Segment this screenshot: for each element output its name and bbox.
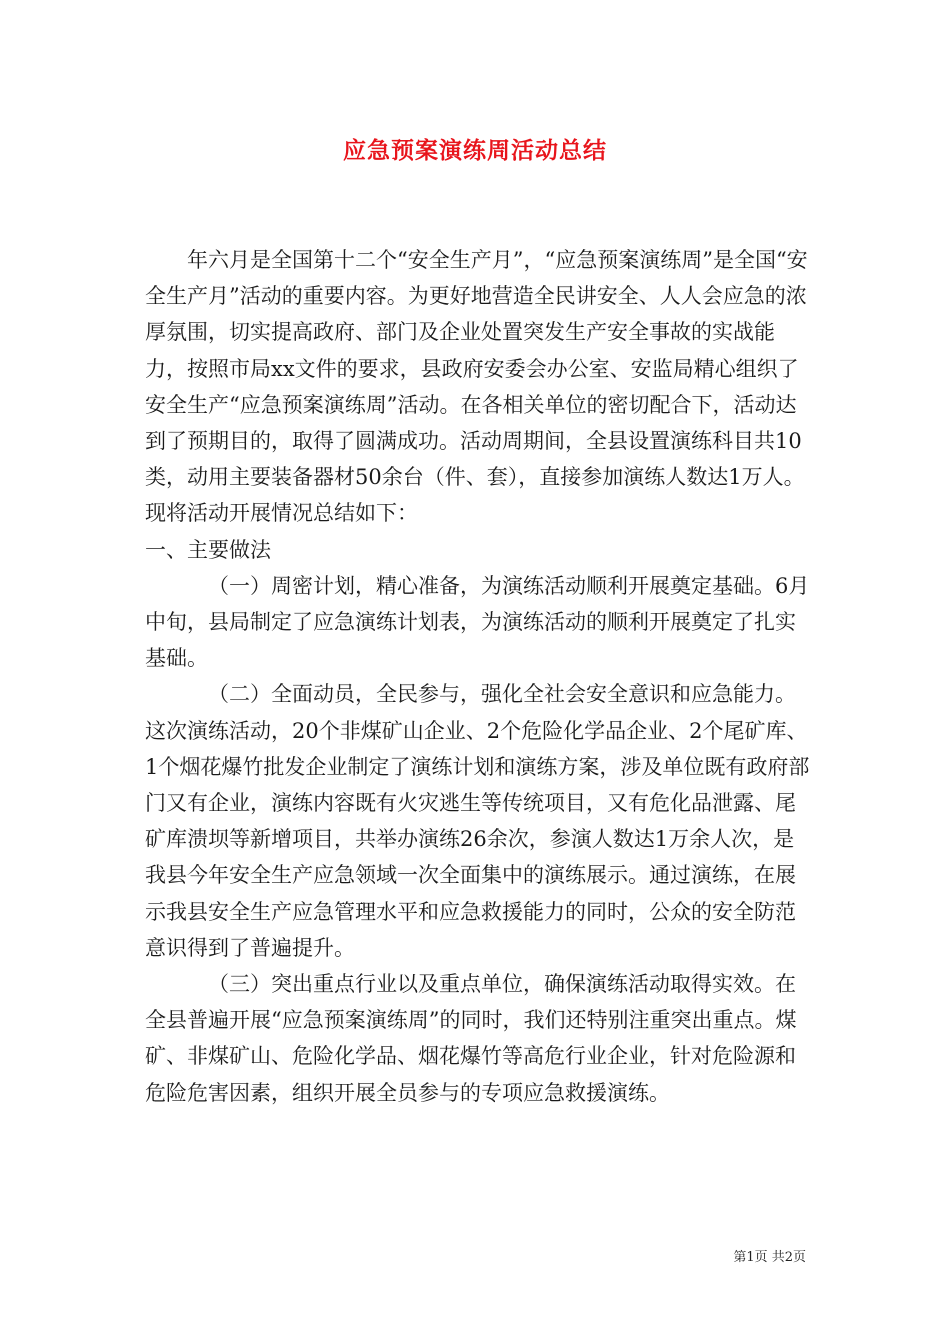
subsection-paragraph-3: （三）突出重点行业以及重点单位，确保演练活动取得实效。在全县普遍开展“应急预案演练周”的同时，我们还特别注重突出重点。煤矿、非煤矿山、危险化学品、烟花爆竹等高危行业企业，针对危险源和危险危害因素，组织开展全员参与的专项应急救援演练。 bbox=[145, 972, 797, 1105]
subsection-paragraph-1: （一）周密计划，精心准备，为演练活动顺利开展奠定基础。6月中旬，县局制定了应急演练计划表，为演练活动的顺利开展奠定了扎实基础。 bbox=[145, 573, 810, 671]
section-heading-main-practices: 一、主要做法 bbox=[145, 537, 271, 562]
subsection-paragraph-2: （二）全面动员，全民参与，强化全社会安全意识和应急能力。这次演练活动，20个非煤矿山企业、2个危险化学品企业、2个尾矿库、1个烟花爆竹批发企业制定了演练计划和演练方案，涉及单位既有政府部门又有企业，演练内容既有火灾逃生等传统项目，又有危化品泄露、尾矿库溃坝等新增项目，共举办演练26余次，参演人数达1万余人次，是我县今年安全生产应急领域一次全面集中的演练展示。通过演练，在展示我县安全生产应急管理水平和应急救援能力的同时，公众的安全防范意识得到了普遍提升。 bbox=[145, 682, 810, 960]
intro-paragraph: 年六月是全国第十二个“安全生产月”，“应急预案演练周”是全国“安全生产月”活动的重要内容。为更好地营造全民讲安全、人人会应急的浓厚氛围，切实提高政府、部门及企业处置突发生产安全事故的实战能力，按照市局xx文件的要求，县政府安委会办公室、安监局精心组织了安全生产“应急预案演练周”活动。在各相关单位的密切配合下，活动达到了预期目的，取得了圆满成功。活动周期间，全县设置演练科目共10类，动用主要装备器材50余台（件、套），直接参加演练人数达1万人。现将活动开展情况总结如下： bbox=[145, 248, 808, 526]
document-body bbox=[145, 242, 813, 1111]
document-title: 应急预案演练周活动总结 bbox=[343, 137, 607, 164]
page-number-footer: 第1页 共2页 bbox=[733, 1250, 806, 1265]
